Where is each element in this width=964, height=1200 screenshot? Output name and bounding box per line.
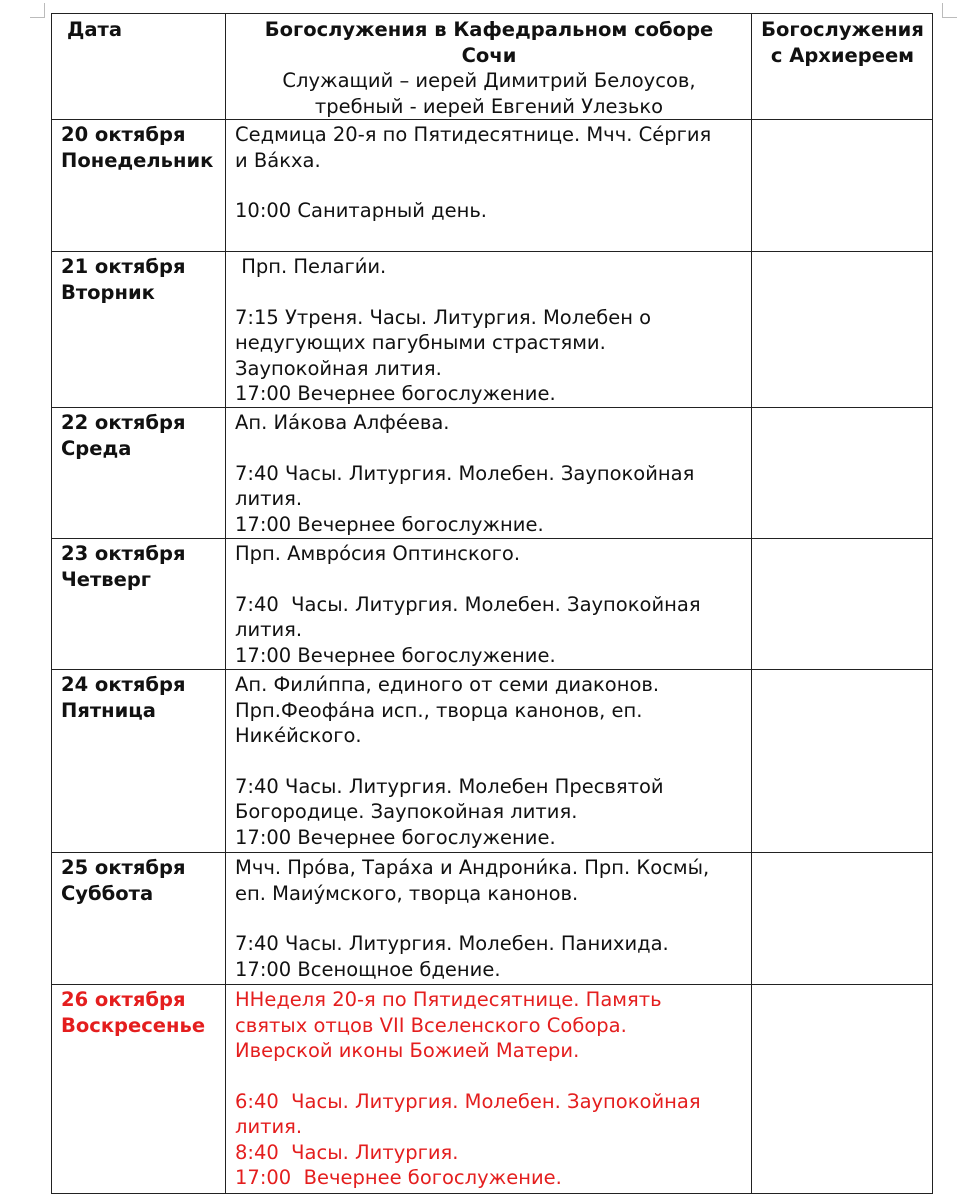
feast-line: и Ва́кха. [235,148,321,172]
weekday-text: Вторник [61,280,155,304]
paragraph-gap [235,280,743,305]
service-time-line: недугующих пагубными страстями. [235,331,606,354]
service-time-line: 17:00 Вечернее богослужение. [235,382,556,405]
date-text: 21 октября [61,255,186,278]
services-cell [226,853,752,985]
paragraph-gap [235,436,743,461]
date-text: 24 октября [61,673,186,696]
header-bishop-line-1: Богослужения [761,18,924,41]
service-time-line: 10:00 Санитарный день. [235,199,488,222]
weekday-text: Воскресенье [61,1013,206,1037]
date-cell [52,853,226,985]
services-cell [226,670,752,853]
date-cell [52,985,226,1194]
services-cell [226,408,752,539]
service-time-line: 17:00 Вечернее богослужение. [235,1166,562,1189]
table-row [52,408,933,539]
date-cell [52,539,226,670]
table-header-row [52,14,933,120]
bishop-cell [752,252,933,408]
date-text: 22 октября [61,411,186,434]
service-time-line: 17:00 Вечернее богослужние. [235,512,544,536]
services-cell [226,539,752,670]
table-row [52,670,933,853]
header-clergy-line-1: Служащий – иерей Димитрий Белоусов, [282,69,696,92]
feast-line: Седмица 20-я по Пятидесятнице. Мчч. Се́ргия [235,123,712,146]
header-services [226,14,752,120]
bishop-cell [752,120,933,252]
weekday-text: Понедельник [61,148,214,172]
header-clergy-line-2: требный - иерей Евгений Улезько [314,94,664,118]
service-time-line: Заупокойная лития. [235,356,442,380]
feast-line: Прп. Пелаги́и. [235,255,387,278]
feast-line: Иверской иконы Божией Матери. [235,1039,580,1062]
page-corner-mark-right [942,3,957,18]
service-time-line: лития. [235,1115,303,1138]
services-cell [226,985,752,1194]
feast-line: ННеделя 20-я по Пятидесятнице. Память [235,988,662,1011]
date-cell [52,670,226,853]
bishop-cell [752,408,933,539]
header-bishop-line-2: с Архиереем [770,43,915,67]
service-time-line: 8:40 Часы. Литургия. [235,1140,459,1164]
service-time-line: 7:40 Часы. Литургия. Молебен. Заупокойная [235,592,701,616]
service-time-line: 17:00 Вечернее богослужение. [235,825,556,849]
feast-line: Нике́йского. [235,724,362,747]
service-time-line: 6:40 Часы. Литургия. Молебен. Заупокойная [235,1089,701,1113]
table-row [52,539,933,670]
feast-line: Ап. Фили́ппа, единого от семи диаконов. [235,673,660,696]
paragraph-gap [235,749,743,774]
service-time-line: лития. [235,487,303,510]
service-time-line: 7:40 Часы. Литургия. Молебен. Панихида. [235,932,669,955]
service-time-line: лития. [235,618,303,641]
paragraph-gap [235,173,743,198]
date-cell [52,120,226,252]
header-bishop [752,14,933,120]
paragraph-gap [235,567,743,592]
page-corner-mark-left [30,3,45,18]
header-date: Дата [52,14,226,120]
feast-line: Ап. Иа́кова Алфе́ева. [235,411,450,434]
paragraph-gap [235,906,743,931]
date-text: 26 октября [61,988,186,1011]
feast-line: Прп. Амвро́сия Оптинского. [235,542,521,565]
bishop-cell [752,670,933,853]
services-cell [226,120,752,252]
table-row [52,252,933,408]
services-cell [226,252,752,408]
schedule-table [51,13,933,1194]
table-row [52,985,933,1194]
feast-line: святых отцов VII Вселенского Собора. [235,1013,627,1037]
weekday-text: Среда [61,436,132,460]
date-text: 25 октября [61,856,186,879]
service-time-line: 7:40 Часы. Литургия. Молебен Пресвятой [235,774,664,798]
service-time-line: 17:00 Вечернее богослужение. [235,643,556,667]
service-time-line: 7:15 Утреня. Часы. Литургия. Молебен о [235,305,652,329]
weekday-text: Четверг [61,567,151,591]
header-services-title: Богослужения в Кафедральном соборе Сочи [264,18,721,67]
table-row [52,853,933,985]
feast-line: Прп.Феофа́на исп., творца канонов, еп. [235,698,643,722]
service-time-line: 17:00 Всенощное бдение. [235,957,501,981]
date-cell [52,252,226,408]
date-text: 23 октября [61,542,186,565]
weekday-text: Суббота [61,881,154,905]
service-time-line: 7:40 Часы. Литургия. Молебен. Заупокойная [235,461,695,485]
feast-line: Мчч. Про́ва, Тара́ха и Андрони́ка. Прп. Космы́, [235,856,710,879]
paragraph-gap [235,1064,743,1089]
bishop-cell [752,539,933,670]
bishop-cell [752,853,933,985]
date-text: 20 октября [61,123,186,146]
weekday-text: Пятница [61,698,156,722]
bishop-cell [752,985,933,1194]
table-row [52,120,933,252]
feast-line: еп. Маиу́мского, творца канонов. [235,881,579,905]
service-time-line: Богородице. Заупокойная лития. [235,800,578,823]
date-cell [52,408,226,539]
